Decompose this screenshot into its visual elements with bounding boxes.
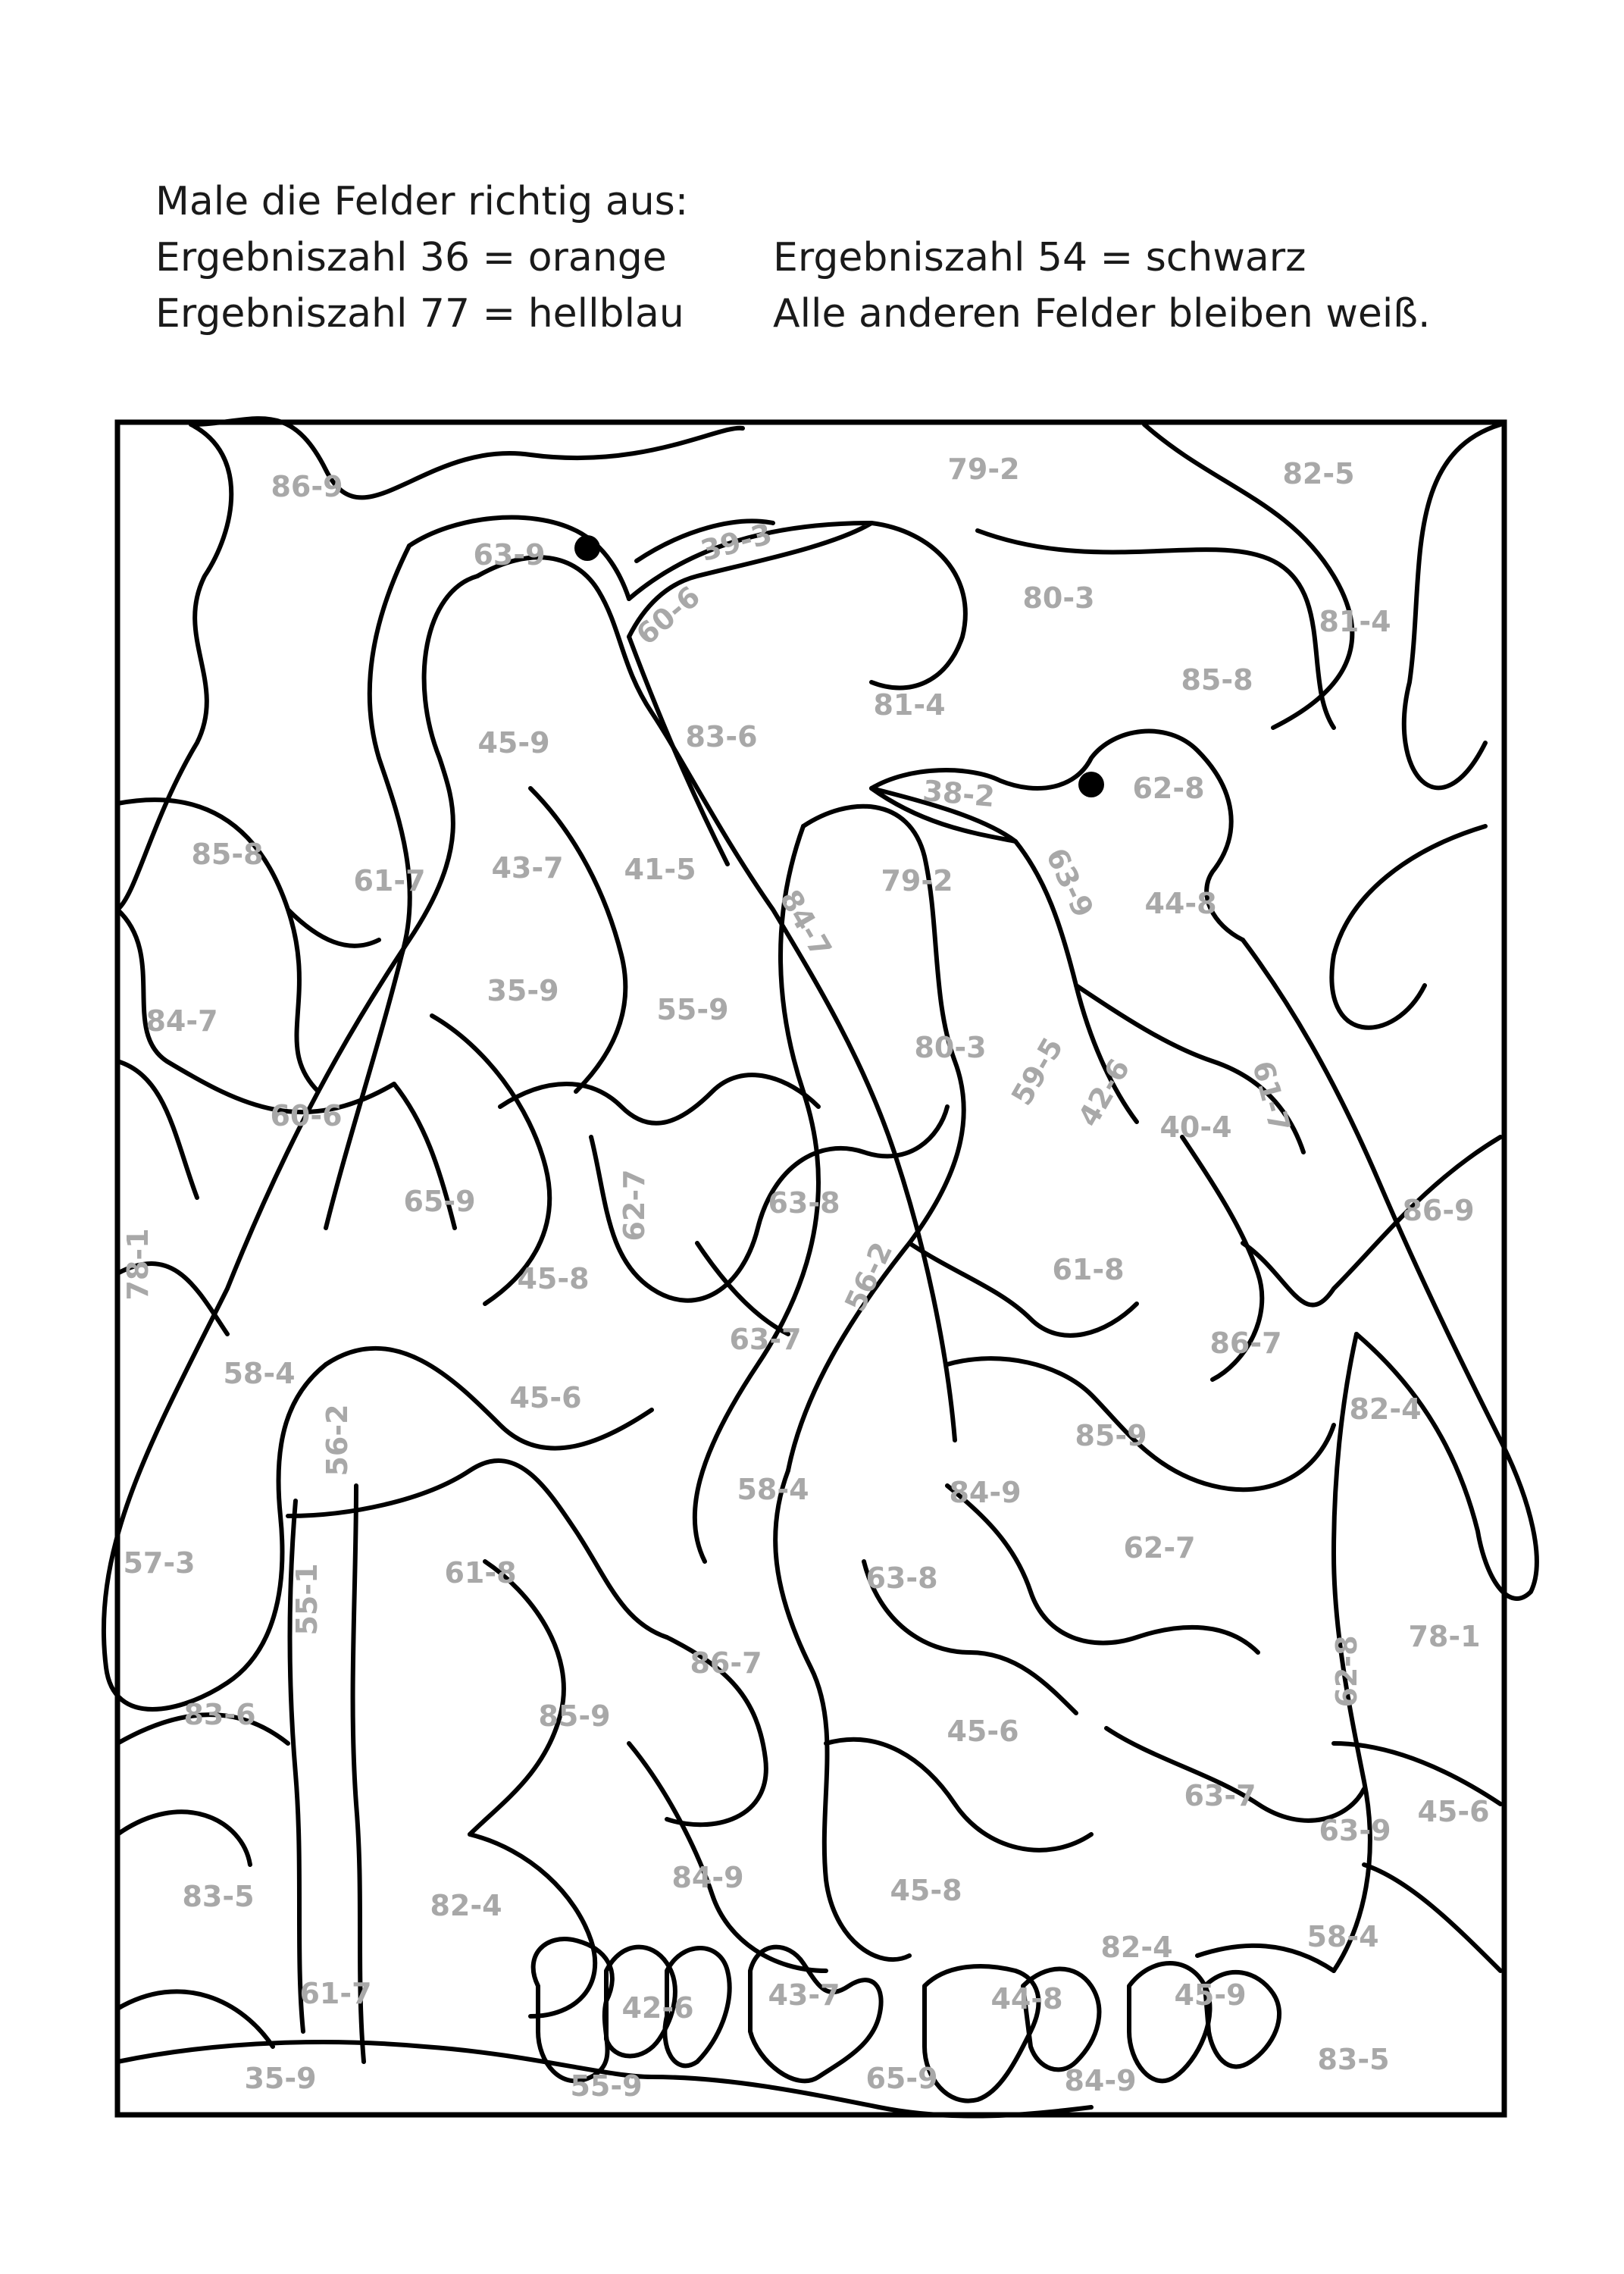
field-label: 81-4 xyxy=(1319,605,1391,638)
field-label: 58-4 xyxy=(223,1357,296,1390)
field-label: 83-6 xyxy=(183,1698,256,1731)
left-penguin-eye xyxy=(574,535,600,561)
field-label: 86-9 xyxy=(1402,1194,1475,1227)
field-label: 44-8 xyxy=(1144,887,1217,920)
field-label: 83-5 xyxy=(1317,2043,1390,2076)
field-label: 63-9 xyxy=(1319,1814,1391,1847)
field-label: 63-8 xyxy=(865,1561,938,1595)
field-label: 84-9 xyxy=(949,1476,1022,1509)
field-label: 45-9 xyxy=(477,726,550,760)
rule-lightblue: Ergebniszahl 77 = hellblau xyxy=(155,291,684,337)
right-penguin-eye xyxy=(1078,772,1104,797)
field-label: 61-8 xyxy=(1052,1253,1125,1286)
field-labels xyxy=(121,453,1490,2103)
field-label: 79-2 xyxy=(947,453,1020,486)
field-label: 78-1 xyxy=(121,1228,155,1301)
field-label: 58-4 xyxy=(737,1473,809,1506)
field-label: 55-1 xyxy=(290,1563,324,1636)
field-label: 41-5 xyxy=(624,853,696,886)
field-label: 45-6 xyxy=(509,1381,582,1414)
field-label: 84-7 xyxy=(773,884,839,963)
field-label: 82-5 xyxy=(1282,457,1355,490)
field-label: 55-9 xyxy=(656,993,729,1026)
field-label: 44-8 xyxy=(990,1982,1063,2016)
field-label: 63-9 xyxy=(1039,843,1100,922)
field-label: 82-4 xyxy=(1349,1392,1422,1426)
field-label: 82-4 xyxy=(1100,1931,1173,1964)
field-label: 61-8 xyxy=(444,1556,517,1590)
field-label: 65-9 xyxy=(403,1185,476,1218)
field-label: 39-3 xyxy=(697,516,776,568)
field-label: 40-4 xyxy=(1159,1110,1232,1144)
field-label: 60-6 xyxy=(270,1099,343,1132)
rule-orange: Ergebniszahl 36 = orange xyxy=(155,235,667,280)
field-label: 62-7 xyxy=(1123,1531,1196,1565)
field-label: 43-7 xyxy=(491,851,564,885)
field-label: 59-5 xyxy=(1004,1032,1070,1111)
field-label: 61-7 xyxy=(1246,1057,1297,1136)
field-label: 58-4 xyxy=(1306,1920,1379,1953)
field-label: 80-3 xyxy=(1022,581,1095,615)
field-label: 86-7 xyxy=(690,1646,762,1680)
field-label: 42-6 xyxy=(1071,1053,1137,1132)
picture-border xyxy=(117,422,1504,2115)
field-label: 84-9 xyxy=(671,1861,744,1894)
rule-rest: Alle anderen Felder bleiben weiß. xyxy=(773,291,1431,337)
field-label: 84-7 xyxy=(146,1004,218,1038)
field-label: 79-2 xyxy=(881,864,953,897)
field-label: 45-6 xyxy=(947,1715,1019,1748)
field-label: 38-2 xyxy=(921,773,997,814)
field-label: 45-8 xyxy=(517,1262,590,1295)
field-label: 85-9 xyxy=(1075,1419,1147,1452)
field-label: 42-6 xyxy=(621,1991,694,2025)
field-label: 78-1 xyxy=(1408,1620,1481,1653)
instructions-heading: Male die Felder richtig aus: xyxy=(155,179,689,224)
field-label: 84-9 xyxy=(1064,2064,1137,2097)
field-label: 86-7 xyxy=(1209,1326,1282,1360)
field-label: 83-5 xyxy=(182,1880,255,1913)
field-label: 35-9 xyxy=(487,974,559,1007)
field-label: 56-2 xyxy=(838,1237,900,1317)
field-label: 62-8 xyxy=(1132,772,1205,805)
field-label: 65-9 xyxy=(865,2062,938,2095)
field-label: 62-8 xyxy=(1330,1635,1363,1708)
field-label: 86-9 xyxy=(271,470,343,503)
field-label: 62-7 xyxy=(618,1169,651,1242)
field-label: 85-9 xyxy=(538,1699,611,1733)
field-label: 57-3 xyxy=(123,1546,196,1580)
field-label: 56-2 xyxy=(321,1404,354,1477)
field-label: 63-9 xyxy=(473,538,546,572)
field-label: 85-8 xyxy=(1181,663,1253,697)
field-label: 61-7 xyxy=(353,864,426,897)
field-label: 63-8 xyxy=(768,1186,840,1220)
field-label: 82-4 xyxy=(430,1889,502,1922)
rule-black: Ergebniszahl 54 = schwarz xyxy=(773,235,1306,280)
region-outlines xyxy=(104,418,1537,2116)
field-label: 35-9 xyxy=(244,2062,317,2095)
field-label: 83-6 xyxy=(685,720,758,753)
field-label: 85-8 xyxy=(191,838,264,871)
field-label: 45-6 xyxy=(1417,1795,1490,1828)
field-label: 45-9 xyxy=(1174,1978,1247,2012)
field-label: 81-4 xyxy=(873,688,946,722)
field-label: 43-7 xyxy=(768,1978,840,2012)
field-label: 63-7 xyxy=(729,1323,802,1356)
field-label: 60-6 xyxy=(630,579,707,652)
field-label: 63-7 xyxy=(1184,1779,1256,1812)
field-label: 45-8 xyxy=(890,1874,962,1907)
field-label: 55-9 xyxy=(570,2069,643,2103)
field-label: 61-7 xyxy=(299,1977,372,2010)
field-label: 80-3 xyxy=(914,1031,987,1064)
